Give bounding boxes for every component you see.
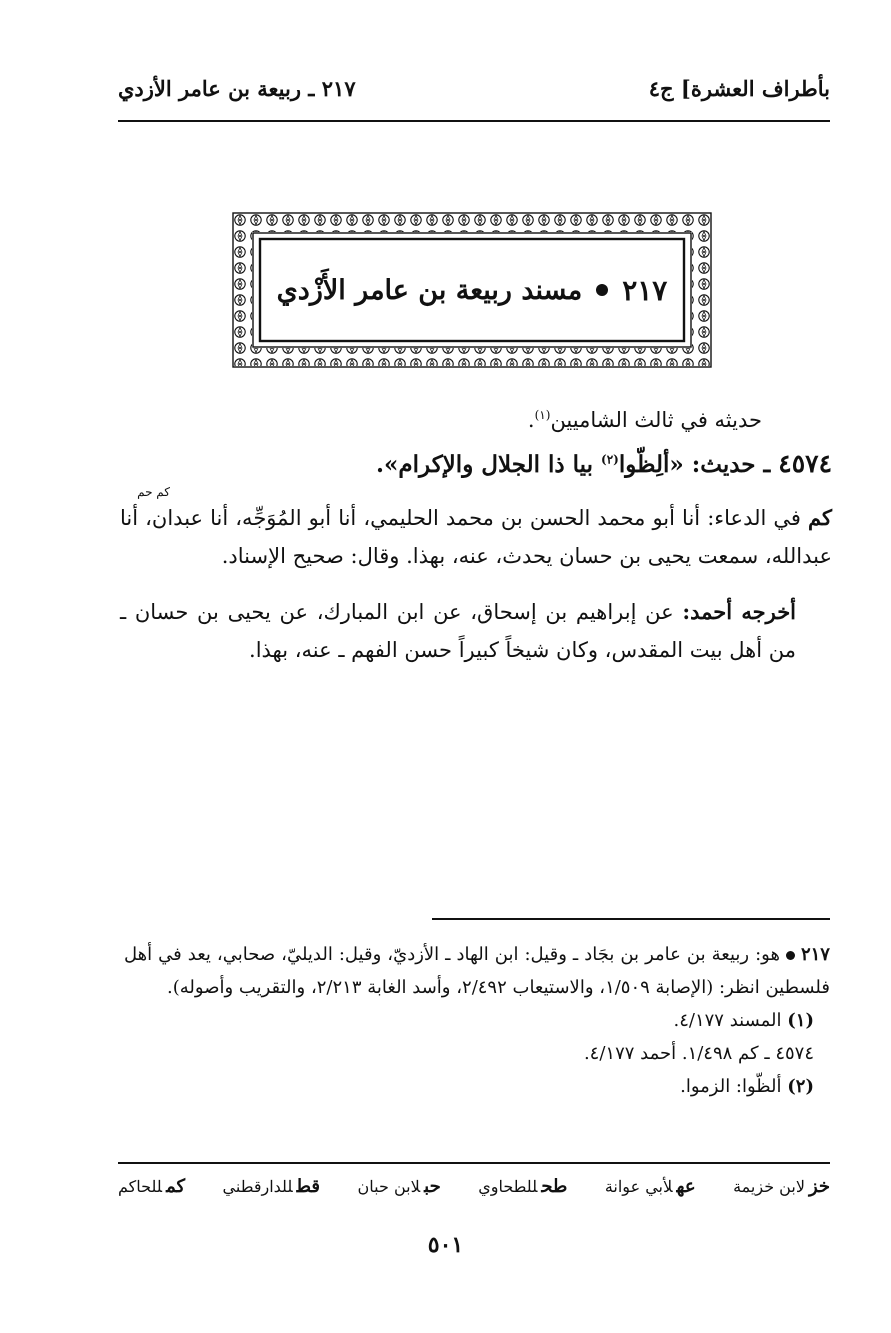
header-section-title: ٢١٧ ـ ربيعة بن عامر الأزدي <box>118 75 356 101</box>
abbreviation-item <box>118 1176 185 1197</box>
header-book-title: بأطراف العشرة] ج٤ <box>648 75 830 101</box>
abbreviation-code: قط <box>296 1176 321 1197</box>
footnote-2-mark: (٢) <box>787 1076 814 1097</box>
kam-text: في الدعاء: أنا أبو محمد الحسن بن محمد الحليمي، أنا أبو المُوَجِّه، أنا عبدان، أنا عبدالله، سمعت يحيى بن حسان يحدث، عنه، بهذا. وقال: صحيح الإسناد. <box>120 506 832 568</box>
footnote-1 <box>124 1004 830 1037</box>
running-header <box>118 68 830 108</box>
footnote-ref: (١) <box>534 408 551 422</box>
intro-text: حديثه في ثالث الشاميين <box>550 408 762 432</box>
takhrij-text: عن إبراهيم بن إسحاق، عن ابن المبارك، عن يحيى بن حسان ـ من أهل بيت المقدس، وكان شيخاً كبيراً حسن الفهم ـ عنه، بهذا. <box>120 600 796 662</box>
footnote-2 <box>124 1070 830 1103</box>
footnote-rule <box>432 918 830 920</box>
footnotes <box>124 938 830 1103</box>
chapter-heading <box>262 236 682 344</box>
abbreviation-item <box>223 1176 320 1197</box>
footnote-bio-number: ٢١٧ <box>800 944 830 965</box>
chapter-title: مسند ربيعة بن عامر الأَزْدي <box>276 274 583 306</box>
main-text <box>120 400 832 669</box>
header-rule <box>118 120 830 122</box>
abbreviation-desc: للطحاوي <box>478 1177 538 1196</box>
kam-paragraph <box>120 499 832 575</box>
abbreviation-desc: لابن حبان <box>357 1177 421 1196</box>
takhrij-paragraph <box>120 593 832 669</box>
abbreviation-item <box>478 1176 567 1197</box>
abbreviation-item <box>605 1176 696 1197</box>
source-sigla: كم حم <box>137 485 170 499</box>
footnote-1-text: المسند ٤/١٧٧. <box>673 1010 788 1031</box>
intro-end: . <box>527 408 535 432</box>
abbreviation-item <box>733 1176 830 1197</box>
footnote-bio-text: هو: ربيعة بن عامر بن بجَاد ـ وقيل: ابن الهاد ـ الأزديّ، وقيل: الديليّ، صحابي، يعد في أهل فلسطين انظر: (الإصابة ١/٥٠٩، والاستيعاب ٢/٤٩٢، وأسد الغابة ٢/٢١٣، والتقريب وأصوله). <box>124 944 830 998</box>
footnote-2-text: ألظّوا: الزموا. <box>680 1076 788 1097</box>
footnote-1-mark: (١) <box>787 1010 814 1031</box>
abbreviation-code: عه <box>676 1176 696 1197</box>
abbreviation-desc: للحاكم <box>118 1177 163 1196</box>
abbreviation-item <box>358 1176 441 1197</box>
kam-lead: كم <box>808 505 832 530</box>
page-number: ٥٠١ <box>427 1232 464 1258</box>
takhrij-lead: أخرجه أحمد: <box>682 599 797 624</box>
abbreviation-desc: لأبي عوانة <box>604 1177 673 1196</box>
abbreviation-code: حب <box>424 1176 441 1197</box>
bullet-icon <box>596 284 608 296</box>
hadith-heading <box>120 444 832 485</box>
footnote-ref: (٢) <box>601 452 619 467</box>
abbreviation-code: خز <box>808 1176 830 1197</box>
intro-paragraph <box>120 400 832 440</box>
footnote-biography <box>124 938 830 1004</box>
abbreviation-desc: لابن خزيمة <box>733 1177 805 1196</box>
hadith-number: ٤٥٧٤ <box>778 449 832 478</box>
footnote-hadith-text: ـ كم ١/٤٩٨. أحمد ٤/١٧٧. <box>583 1043 776 1064</box>
footnote-hadith-number: ٤٥٧٤ <box>775 1043 814 1064</box>
hadith-text-part1: ـ حديث: «ألِظّوا <box>618 451 779 478</box>
hadith-text-part2: بيا ذا الجلال والإكرام». <box>376 451 601 478</box>
abbreviations-rule <box>118 1162 830 1164</box>
footnote-hadith <box>124 1037 830 1070</box>
abbreviation-code: كم <box>166 1176 186 1197</box>
bullet-icon <box>786 951 795 960</box>
abbreviations-key <box>118 1176 830 1197</box>
chapter-number: ٢١٧ <box>622 273 668 307</box>
abbreviation-desc: للدارقطني <box>222 1177 293 1196</box>
abbreviation-code: طح <box>541 1176 568 1197</box>
